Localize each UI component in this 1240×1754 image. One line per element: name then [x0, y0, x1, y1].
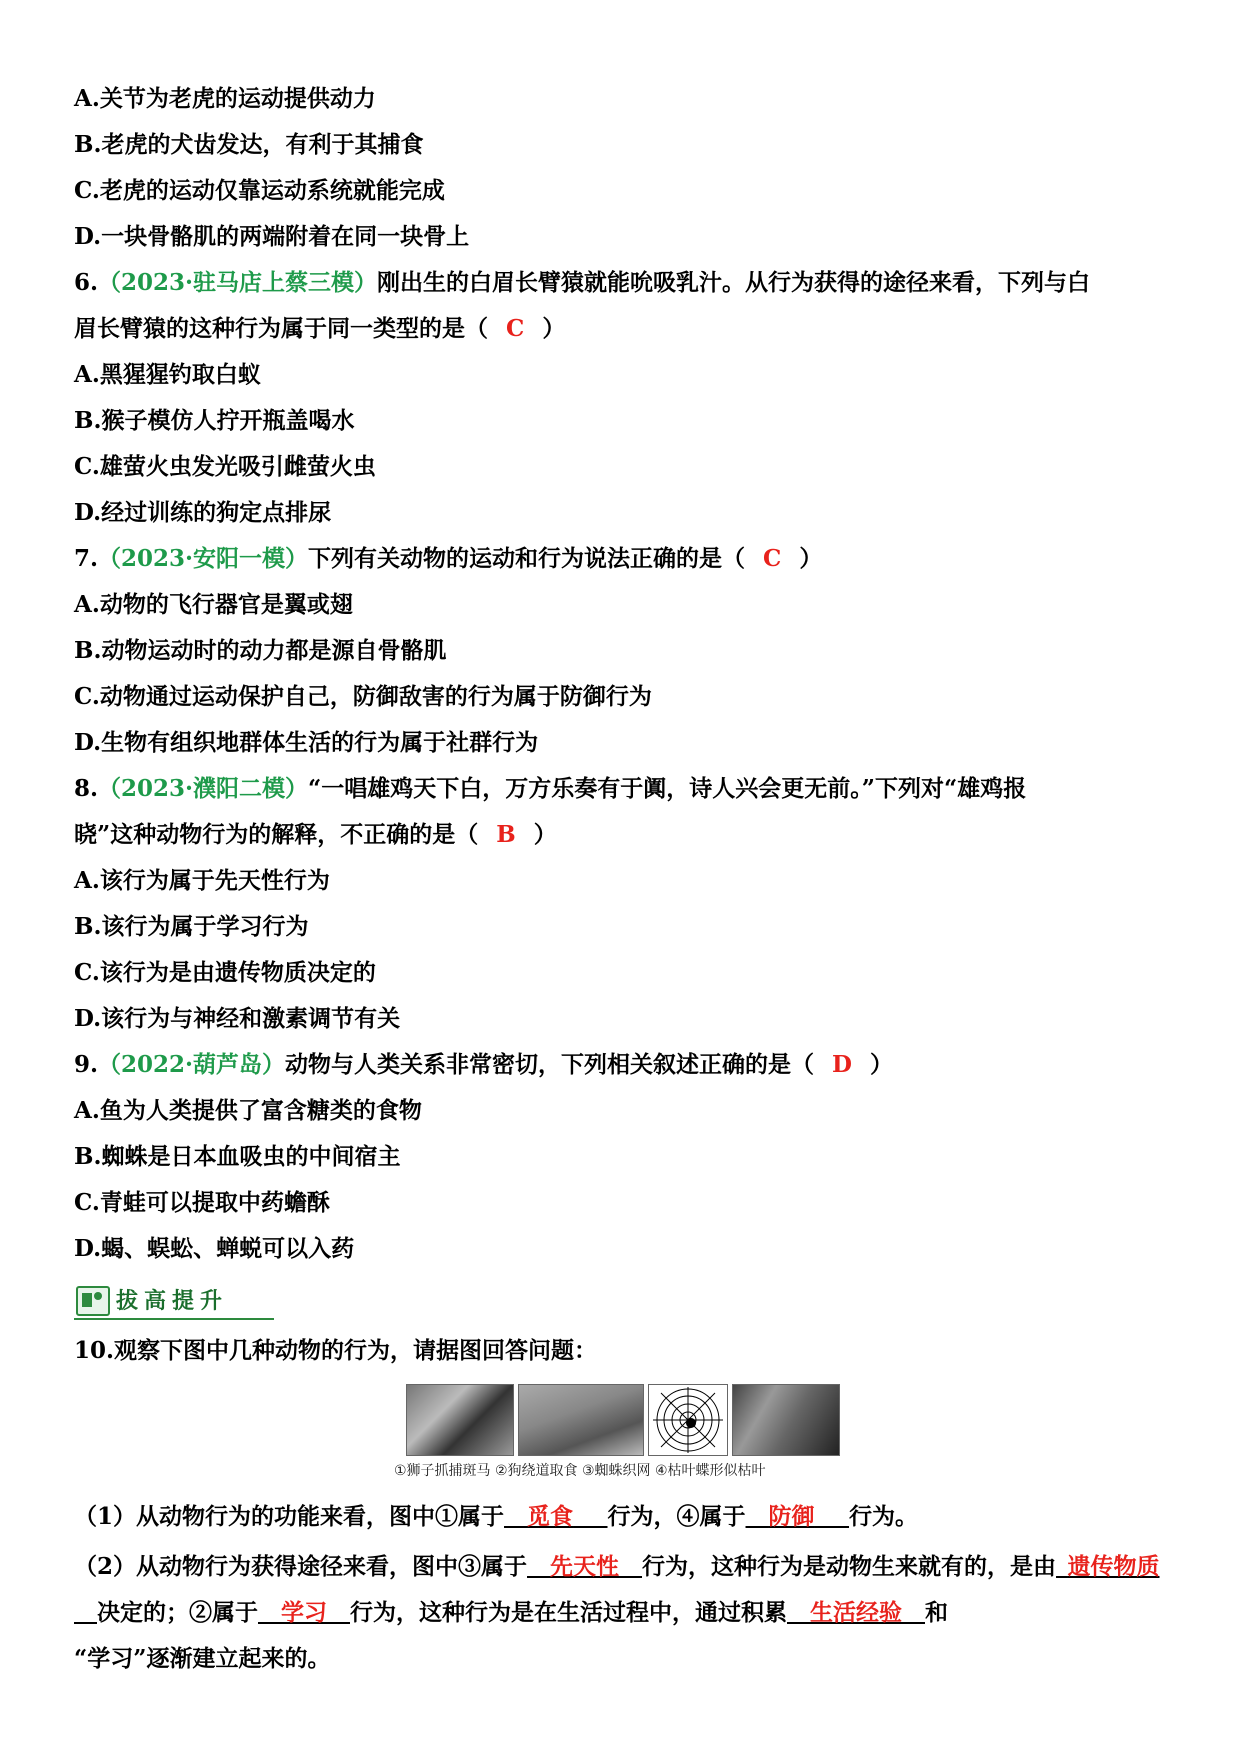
q6-close: ） [542, 315, 566, 342]
q9-option-a: A.鱼为人类提供了富含糖类的食物 [74, 1097, 422, 1124]
q6-number: 6. [74, 269, 99, 296]
q8-option-a: A.该行为属于先天性行为 [74, 867, 330, 894]
q7-answer: C [763, 545, 782, 572]
q10-p2-answer2: 遗传物质 [1067, 1553, 1160, 1580]
q8-close: ） [533, 821, 557, 848]
q7-option-b: B.动物运动时的动力都是源自骨骼肌 [74, 637, 447, 664]
q10-p2-blank1 [527, 1553, 642, 1580]
q6-stem-line1 [74, 260, 1174, 306]
q10-part1 [74, 1494, 1174, 1540]
q10-p2-text-c: 决定的；②属于 [97, 1599, 258, 1626]
figure-images [406, 1384, 840, 1454]
spider-web-icon [649, 1385, 727, 1455]
q9-source: （2022·葫芦岛） [98, 1051, 286, 1078]
q8-stem2: 晓”这种动物行为的解释，不正确的是（ [74, 821, 479, 848]
dog-detour-image [518, 1384, 644, 1456]
q5-option-d: D.一块骨骼肌的两端附着在同一块骨上 [74, 223, 470, 250]
q6-stem-line2 [74, 306, 1174, 352]
q7-stem [74, 536, 1174, 582]
figure-caption: ①狮子抓捕斑马 ②狗绕道取食 ③蜘蛛织网 ④枯叶蝶形似枯叶 [394, 1463, 766, 1479]
worksheet-page [74, 76, 1174, 1682]
q8-stem-line2 [74, 812, 1174, 858]
section-header [74, 1278, 1174, 1322]
q10-p1-text-a: （1）从动物行为的功能来看，图中①属于 [74, 1503, 505, 1530]
study-icon [76, 1286, 110, 1316]
q7-source: （2023·安阳一模） [98, 545, 309, 572]
section-underline [74, 1318, 274, 1320]
q10-p2-answer4: 生活经验 [810, 1599, 902, 1626]
q9-close: ） [870, 1051, 893, 1078]
q8-option-d: D.该行为与神经和激素调节有关 [74, 1005, 401, 1032]
q7-option-a: A.动物的飞行器官是翼或翅 [74, 591, 353, 618]
q6-option-d: D.经过训练的狗定点排尿 [74, 499, 332, 526]
q9-number: 9. [74, 1051, 99, 1078]
q8-stem-line1 [74, 766, 1174, 812]
q10-p2-blank3 [258, 1599, 350, 1626]
q10-p2-answer3: 学习 [281, 1599, 327, 1626]
q10-p2-text-d: 行为，这种行为是在生活过程中，通过积累 [350, 1599, 787, 1626]
q10-p2-text-e: 和 [925, 1599, 948, 1626]
q6-answer: C [506, 315, 525, 342]
q9-option-c: C.青蛙可以提取中药蟾酥 [74, 1189, 330, 1216]
q6-option-b: B.猴子模仿人拧开瓶盖喝水 [74, 407, 355, 434]
q5-option-c: C.老虎的运动仅靠运动系统就能完成 [74, 177, 445, 204]
q9-option-b: B.蜘蛛是日本血吸虫的中间宿主 [74, 1143, 401, 1170]
q7-option-d: D.生物有组织地群体生活的行为属于社群行为 [74, 729, 539, 756]
lion-zebra-image [406, 1384, 514, 1456]
q6-source: （2023·驻马店上蔡三模） [98, 269, 378, 296]
q6-option-c: C.雄萤火虫发光吸引雌萤火虫 [74, 453, 376, 480]
q10-p2-answer1: 先天性 [550, 1553, 620, 1580]
q10-p1-blank2 [746, 1503, 850, 1530]
q8-source: （2023·濮阳二模） [98, 775, 309, 802]
q10-p2-text-a: （2）从动物行为获得途径来看，图中③属于 [74, 1553, 528, 1580]
q10-part2 [74, 1544, 1174, 1682]
q10-p2-text-f: “学习”逐渐建立起来的。 [74, 1645, 331, 1672]
q10-stem: 10.观察下图中几种动物的行为，请据图回答问题： [74, 1337, 598, 1364]
q8-number: 8. [74, 775, 99, 802]
q10-p1-answer2: 防御 [768, 1503, 815, 1530]
q10-p1-text-b: 行为，④属于 [607, 1503, 746, 1530]
q10-p1-text-c: 行为。 [849, 1503, 919, 1530]
q10-p2-blank4 [787, 1599, 925, 1626]
q5-option-b: B.老虎的犬齿发达，有利于其捕食 [74, 131, 424, 158]
q5-option-a: A.关节为老虎的运动提供动力 [74, 85, 376, 112]
section-title: 拔高提升 [116, 1289, 229, 1314]
q8-stem1: “一唱雄鸡天下白，万方乐奏有于阗，诗人兴会更无前。”下列对“雄鸡报 [308, 775, 1027, 802]
q8-option-b: B.该行为属于学习行为 [74, 913, 309, 940]
q8-option-c: C.该行为是由遗传物质决定的 [74, 959, 376, 986]
q6-stem2: 眉长臂猿的这种行为属于同一类型的是（ [74, 315, 488, 342]
q10-p1-blank1 [504, 1503, 608, 1530]
q7-option-c: C.动物通过运动保护自己，防御敌害的行为属于防御行为 [74, 683, 652, 710]
spider-web-image [648, 1384, 728, 1456]
q10-p1-answer1: 觅食 [527, 1503, 574, 1530]
q9-stem [74, 1042, 1174, 1088]
q7-number: 7. [74, 545, 99, 572]
leaf-butterfly-image [732, 1384, 840, 1456]
q6-stem1: 刚出生的白眉长臂猿就能吮吸乳汁。从行为获得的途径来看，下列与白 [377, 269, 1091, 296]
q10-figure [74, 1384, 1174, 1494]
q10-p2-text-b: 行为，这种行为是动物生来就有的，是由 [642, 1553, 1057, 1580]
q7-close: ） [799, 545, 823, 572]
q8-answer: B [496, 821, 516, 848]
q9-answer: D [832, 1051, 852, 1078]
q7-stem-text: 下列有关动物的运动和行为说法正确的是（ [308, 545, 746, 572]
q6-option-a: A.黑猩猩钓取白蚁 [74, 361, 261, 388]
q9-option-d: D.蝎、蜈蚣、蝉蜕可以入药 [74, 1235, 355, 1262]
q9-stem-text: 动物与人类关系非常密切，下列相关叙述正确的是（ [285, 1051, 815, 1078]
